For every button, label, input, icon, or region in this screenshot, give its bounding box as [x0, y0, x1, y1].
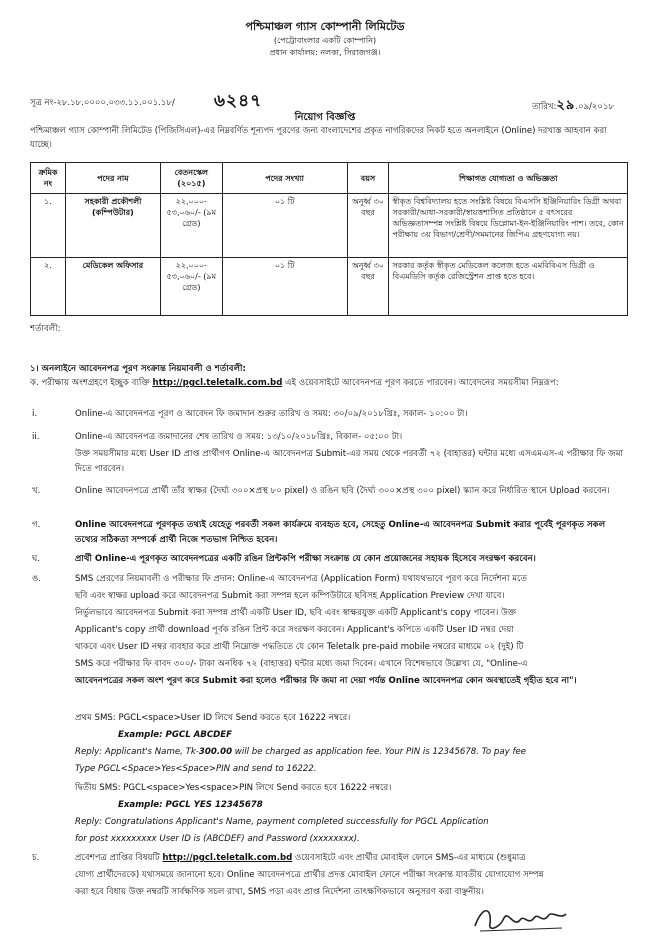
item-cha-prefix: প্রবেশপত্র প্রাপ্তির বিষয়টি [75, 853, 163, 863]
reply1-text-b: will be charged as application fee. Your PIN is 12345678. To pay fee [232, 747, 527, 757]
sms2-code: PGCL<space>Yes<space>PIN [123, 783, 254, 793]
table-row [31, 258, 628, 316]
cell-count: ০১ টি [222, 194, 347, 258]
memo-handwritten-number: ৬২৪৭ [214, 91, 263, 111]
section1-title: ১। অনলাইনে আবেদনপত্র পূরণ সংক্রান্ত নিয়মাবলী ও শর্তাবলী: [30, 364, 246, 374]
item-ka-suffix: এই ওয়েবসাইটে আবেদনপত্র পূরণ করতে পারবেন। আবেদনের সময়সীমা নিম্নরূপ: [282, 378, 559, 388]
sms2-prefix: দ্বিতীয় SMS: [75, 783, 124, 793]
cell-count: ০১ টি [222, 258, 347, 316]
item-kha-number: খ. [32, 486, 41, 496]
org-subtitle: (পেট্রোবাংলার একটি কোম্পানি) [273, 36, 377, 45]
item-ii: Online-এ আবেদনপত্র জমাদানের শেষ তারিখ ও সময়: ১৩/১০/২০১৮খ্রিঃ, বিকাল- ০৫:০০ টা। [75, 432, 403, 442]
item-cha-line2: যোগ্য প্রার্থীদেরকে) যথাসময়ে জানানো হবে। Online আবেদনপত্রে প্রার্থীর প্রদত্ত মোবাইল ফোনে পরীক্ষা সংক্রান্ত যাবতীয় যোগাযোগ সম্পন্ন [75, 870, 544, 880]
item-uma-line6: SMS করে পরীক্ষার ফি বাবদ ৩০০/- টাকা অনধিক ৭২ (বাহাত্তর) ঘন্টার মধ্যে জমা দিবেন। এখানে বিশেষভাবে উল্লেখ্য যে, "Online-এ [75, 659, 528, 669]
example2-value: PGCL YES 12345678 [165, 800, 263, 810]
website-link[interactable]: http://pgcl.teletalk.com.bd [162, 853, 293, 863]
example1-value: PGCL ABCDEF [165, 730, 233, 740]
signature-scribble-icon [470, 898, 570, 938]
item-cha-number: চ. [32, 853, 40, 863]
col-header-count: পদের সংখ্যা [222, 163, 347, 194]
reply2-line1: Reply: Congratulations Applicant's Name, payment completed successfully for PGCL Application [75, 817, 489, 827]
org-name: পশ্চিমাঞ্চল গ্যাস কোম্পানী লিমিটেড [245, 20, 405, 33]
col-header-serial: ক্রমিক নং [31, 163, 66, 194]
item-kha: Online আবেদনপত্রে প্রার্থী তাঁর স্বাক্ষর (দৈর্ঘ্য ৩০০×প্রস্থ ৮০ pixel) ও রঙিন ছবি (দৈর্ঘ্য ৩০০×প্রস্থ ৩০০ pixel) স্ক্যান করে নির্ধারিত স্থানে Upload করবেন। [75, 486, 610, 496]
date-rest: .০৯/২০১৮ [575, 102, 614, 112]
date-handwritten-day: ২৯ [556, 98, 576, 113]
reply1-text-a: Reply: Applicant's Name, Tk- [75, 747, 199, 757]
example2 [118, 798, 263, 813]
cell-post: সহকারী প্রকৌশলী (কম্পিউটার) [65, 194, 160, 258]
cell-scale: ২২,০০০- ৫৩,০৬০/- (৯ম গ্রেড) [160, 194, 222, 258]
item-cha-text1: ওয়েবসাইটে এবং প্রার্থীর মোবাইল ফোনে SMS-এর মাধ্যমে (শুধুমাত্র [292, 853, 526, 863]
example1-label: Example: [118, 730, 163, 740]
sms1-suffix: লিখে Send করতে হবে 16222 নম্বরে। [212, 713, 351, 723]
cell-serial: ১. [31, 194, 66, 258]
conditions-label: শর্তাবলী: [30, 324, 61, 334]
signature [470, 898, 570, 938]
memo-ref-number: সূত্র নং-২৮.১৮.০০০০.০৩৩.১১.০০১.১৮/ [30, 98, 175, 108]
sms1-prefix: প্রথম SMS: [75, 713, 119, 723]
website-link[interactable]: http://pgcl.teletalk.com.bd [152, 378, 283, 388]
table-header-row [31, 163, 628, 194]
item-uma-line7: আবেদনপত্রের সকল অংশ পূরণ করে Submit করা হলেও পরীক্ষার ফি জমা না দেয়া পর্যন্ত Online আবেদনপত্র কোন অবস্থাতেই গৃহীত হবে না"। [75, 676, 577, 686]
posts-table [30, 162, 628, 316]
col-header-post: পদের নাম [65, 163, 160, 194]
item-uma-line4: Applicant's copy প্রার্থী download পূর্বক রঙিন প্রিন্ট করে সংরক্ষণ করবেন। Applicant's কপিতে একটি User ID নম্বর দেয়া [75, 625, 514, 635]
item-ga: Online আবেদনপত্রে পূরণকৃত তথ্যই যেহেতু পরবর্তী সকল কার্যক্রমে ব্যবহৃত হবে, সেহেতু Online-এ আবেদনপত্র Submit করার পূর্বেই পূরণকৃত সকল তথ্যের সঠিকতা সম্পর্কে প্রার্থী নিজে শতভাগ নিশ্চিত হবেন। [75, 520, 606, 545]
item-gha-number: ঘ. [32, 554, 41, 564]
item-uma-line1: SMS প্রেরণের নিয়মাবলী ও পরীক্ষার ফি প্রদান: Online-এ আবেদনপত্র (Application Form) যথাযথভাবে পূরণ করে নির্দেশনা মতে [75, 574, 527, 584]
item-ii-number: ii. [32, 432, 40, 442]
reply1-amount: 300.00 [198, 747, 233, 757]
example1 [118, 728, 232, 743]
sms1-instruction [75, 711, 630, 726]
item-cha-line1 [75, 851, 635, 866]
reply1-line2: Type PGCL<Space>Yes<Space>PIN and send to 16222. [75, 764, 317, 774]
sms2-suffix: লিখে Send করতে হবে 16222 নম্বরে। [253, 783, 392, 793]
cell-age: অনূর্ধ্ব ৩০ বছর [347, 194, 389, 258]
sms1-code: PGCL<space>User ID [118, 713, 213, 723]
item-uma-line5: থাকবে এবং User ID নম্বর ব্যবহার করে প্রার্থী নিম্নোক্ত পদ্ধতিতে যে কোন Teletalk pre-paid mobile নম্বরের মাধ্যমে ০২ (দুই) টি [75, 642, 524, 652]
item-ka-prefix: ক. পরীক্ষায় অংশগ্রহণে ইচ্ছুক ব্যক্তি [30, 378, 153, 388]
col-header-scale: বেতনস্কেল (২০১৫) [160, 163, 222, 194]
date-label: তারিখ: [532, 102, 557, 112]
item-i-number: i. [32, 409, 38, 419]
cell-age: অনূর্ধ্ব ৩০ বছর [347, 258, 389, 316]
table-row [31, 194, 628, 258]
cell-scale: ২২,০০০- ৫৩,০৬০/- (৯ম গ্রেড) [160, 258, 222, 316]
item-uma-line2: ছবি এবং স্বাক্ষর upload করে আবেদনপত্র Submit করা সম্পন্ন হলে কম্পিউটারে ছবিসহ Application Preview দেখা যাবে। [75, 591, 505, 601]
cell-qualification: সরকার কর্তৃক স্বীকৃত মেডিকেল কলেজ হতে এমবিবিএস ডিগ্রী ও বিএমডিসি কর্তৃক রেজিস্ট্রেশন প্রাপ্ত হতে হবে। [389, 258, 628, 316]
cell-serial: ২. [31, 258, 66, 316]
item-uma-number: ঙ. [32, 574, 42, 584]
item-uma-line3: নির্ভুলভাবে আবেদনপত্র Submit করা সম্পন্ন প্রার্থী একটি User ID, ছবি এবং স্বাক্ষরযুক্ত একটি Applicant's copy পাবেন। উক্ত [75, 608, 517, 618]
col-header-age: বয়স [347, 163, 389, 194]
item-ga-number: গ. [32, 520, 41, 530]
item-cha-line3: করা হবে বিধায় উক্ত নম্বরটি সার্বক্ষণিক সচল রাখা, SMS পড়া এবং প্রাপ্ত নির্দেশনা তাৎক্ষণিকভাবে অনুসরণ করা বাঞ্ছনীয়। [75, 887, 484, 897]
item-ii-note: উক্ত সময়সীমার মধ্যে User ID প্রাপ্ত প্রার্থীগণ Online-এ আবেদনপত্র Submit-এর সময় থেকে পরবর্তী ৭২ (বাহাত্তর) ঘন্টার মধ্যে এসএমএস-এ পরীক্ষার ফি জমা দিতে পারবেন। [75, 449, 623, 474]
memo-date [532, 96, 614, 117]
notice-title: নিয়োগ বিজ্ঞপ্তি [294, 112, 356, 123]
item-i: Online-এ আবেদনপত্র পূরণ ও আবেদন ফি জমাদান শুরুর তারিখ ও সময়: ৩০/০৯/২০১৮খ্রিঃ, সকাল- ১০:০০ টা। [75, 409, 468, 419]
item-ka [30, 376, 630, 391]
sms2-instruction [75, 781, 630, 796]
col-header-qualification: শিক্ষাগত যোগ্যতা ও অভিজ্ঞতা [389, 163, 628, 194]
item-gha: প্রার্থী Online-এ পূরণকৃত আবেদনপত্রের একটি রঙিন প্রিন্টকপি পরীক্ষা সংক্রান্ত যে কোন প্রয়োজনের সহায়ক হিসেবে সংরক্ষণ করবেন। [75, 554, 536, 564]
org-address: প্রধান কার্যালয়: নলকা, সিরাজগঞ্জ। [269, 48, 381, 57]
reply1-line1 [75, 745, 630, 760]
notice-intro: পশ্চিমাঞ্চল গ্যাস কোম্পানী লিমিটেড (পিজিসিএল)-এর নিম্নবর্ণিত শূন্যপদ পূরণের জন্য বাংলাদেশের প্রকৃত নাগরিকদের নিকট হতে অনলাইনে (Online) দরখাস্ত আহবান করা যাচ্ছে। [30, 126, 607, 150]
reply2-line2: for post xxxxxxxxx User ID is (ABCDEF) and Password (xxxxxxxx). [75, 834, 360, 844]
cell-qualification: স্বীকৃত বিশ্ববিদ্যালয় হতে সংশ্লিষ্ট বিষয়ে বিএসসি ইঞ্জিনিয়ারিং ডিগ্রী অথবা সরকারী/আধা-সরকারী/স্বায়ত্তশাসিত প্রতিষ্ঠানে ৫ বৎসরের অভিজ্ঞতাসম্পন্ন সংশ্লিষ্ট বিষয়ে ডিপ্লোমা-ইন-ইঞ্জিনিয়ারিং পাশ। তবে, কোন পরীক্ষায় ৩য় বিভাগ/শ্রেণী/সমমানের জিপিএ গ্রহণযোগ্য নয়। [389, 194, 628, 258]
example2-label: Example: [118, 800, 163, 810]
cell-post: মেডিকেল অফিসার [65, 258, 160, 316]
